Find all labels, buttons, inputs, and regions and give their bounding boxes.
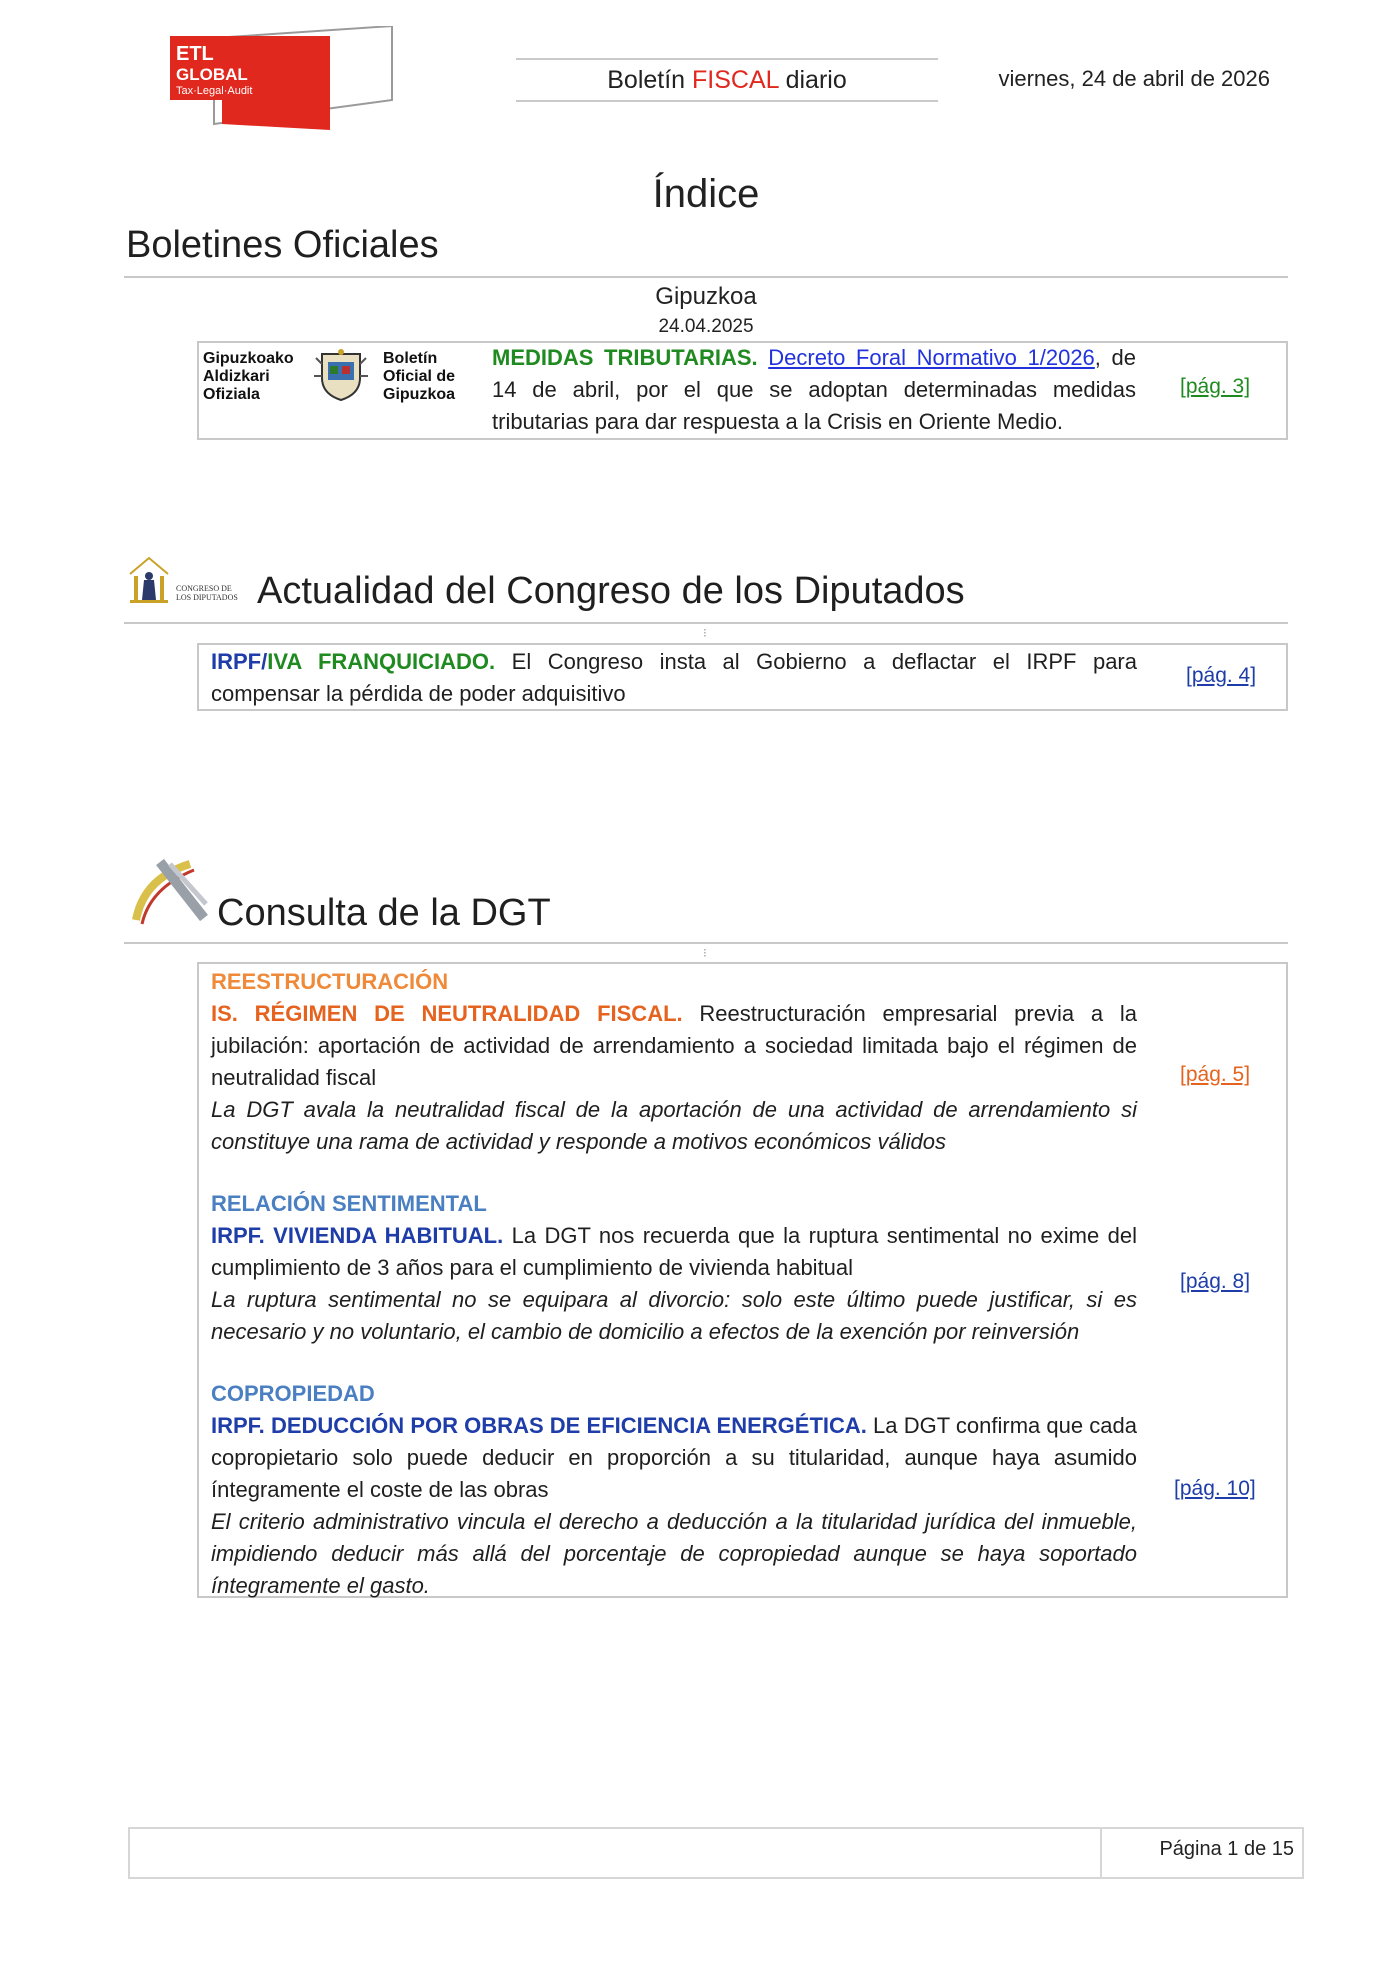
index-title: Índice bbox=[652, 172, 760, 216]
dgt-entry-headline: IS. RÉGIMEN DE NEUTRALIDAD FISCAL. bbox=[211, 1001, 683, 1026]
dgt-entry-headline: IRPF. DEDUCCIÓN POR OBRAS DE EFICIENCIA ENERGÉTICA. bbox=[211, 1413, 867, 1438]
dgt-entry-1: REESTRUCTURACIÓN IS. RÉGIMEN DE NEUTRALIDAD FISCAL. Reestructuración empresarial previa a la jubilación: aportación de actividad de arrendamiento a sociedad limitada bajo el régimen de neutralidad fiscal La DGT avala la neutralidad fiscal de la aportación de una actividad de arrendamiento si constituye una rama de actividad y responde a motivos económicos válidos bbox=[211, 966, 1137, 1158]
footer-page-number: Página 1 de 15 bbox=[1159, 1838, 1294, 1860]
dgt-entry-headline: IRPF. VIVIENDA HABITUAL. bbox=[211, 1223, 504, 1248]
anchor-mark-icon: ⁝ bbox=[703, 626, 707, 640]
section-divider bbox=[124, 622, 1288, 624]
etl-global-logo bbox=[170, 26, 395, 130]
anchor-mark-icon: ⁝ bbox=[703, 946, 707, 960]
dgt-entry-summary: El criterio administrativo vincula el derecho a deducción a la titularidad jurídica del inmueble, impidiendo deducir más allá del porcentaje de copropiedad aunque se haya soportado íntegramente el gasto. bbox=[211, 1509, 1137, 1598]
region-date: 24.04.2025 bbox=[658, 316, 754, 337]
page-link-5[interactable]: [pág. 5] bbox=[1180, 1063, 1251, 1086]
section-divider bbox=[124, 942, 1288, 944]
dgt-entry-category: REESTRUCTURACIÓN bbox=[211, 969, 449, 994]
logo-line3: Tax·Legal·Audit bbox=[176, 85, 253, 97]
section-title-dgt: Consulta de la DGT bbox=[217, 892, 551, 934]
section-title-congreso: Actualidad del Congreso de los Diputados bbox=[257, 570, 965, 612]
footer-divider bbox=[1100, 1827, 1102, 1879]
dgt-entry-2: RELACIÓN SENTIMENTAL IRPF. VIVIENDA HABITUAL. La DGT nos recuerda que la ruptura sentimental no exime del cumplimiento de 3 años para el cumplimiento de vivienda habitual La ruptura sentimental no se equipara al divorcio: solo este último puede justificar, si es necesario y no voluntario, el cambio de domicilio a efectos de la exención por reinversión bbox=[211, 1188, 1137, 1348]
dgt-entry-3: COPROPIEDAD IRPF. DEDUCCIÓN POR OBRAS DE EFICIENCIA ENERGÉTICA. La DGT confirma que cada copropietario solo puede deducir en proporción a su titularidad, aunque haya asumido íntegramente el coste de las obras El criterio administrativo vincula el derecho a deducción a la titularidad jurídica del inmueble, impidiendo deducir más allá del porcentaje de copropiedad aunque se haya soportado íntegramente el gasto. bbox=[211, 1378, 1137, 1602]
logo-line2: GLOBAL bbox=[176, 65, 248, 84]
entry-category: MEDIDAS TRIBUTARIAS. bbox=[492, 345, 758, 370]
aeat-logo-icon bbox=[130, 858, 208, 928]
decreto-link[interactable]: Decreto Foral Normativo 1/2026 bbox=[768, 345, 1095, 370]
dgt-entry-summary: La ruptura sentimental no se equipara al divorcio: solo este último puede justificar, si es necesario y no voluntario, el cambio de domicilio a efectos de la exención por reinversión bbox=[211, 1287, 1137, 1344]
header-date: viernes, 24 de abril de 2026 bbox=[998, 66, 1270, 91]
congreso-building-icon bbox=[126, 556, 172, 606]
congreso-entry-text: IRPF/IVA FRANQUICIADO. El Congreso insta al Gobierno a deflactar el IRPF para compensar la pérdida de poder adquisitivo bbox=[211, 649, 1137, 706]
gipuzkoa-coat-of-arms-icon bbox=[312, 348, 370, 402]
section-divider bbox=[124, 276, 1288, 278]
congreso-logo-text-1: CONGRESO DE bbox=[176, 584, 232, 593]
page-link-3[interactable]: [pág. 3] bbox=[1180, 375, 1251, 398]
page-link-4[interactable]: [pág. 4] bbox=[1186, 664, 1257, 687]
logo-line1: ETL bbox=[176, 43, 214, 65]
dgt-entry-summary: La DGT avala la neutralidad fiscal de la aportación de una actividad de arrendamiento si constituye una rama de actividad y responde a motivos económicos válidos bbox=[211, 1097, 1137, 1154]
dgt-entry-category: COPROPIEDAD bbox=[211, 1381, 375, 1406]
boletin-entry-text: MEDIDAS TRIBUTARIAS. Decreto Foral Normativo 1/2026, de 14 de abril, por el que se adoptan determinadas medidas tributarias para dar respuesta a la Crisis en Oriente Medio. bbox=[492, 345, 1136, 434]
logo-spanish-text: Boletín Oficial de Gipuzkoa bbox=[383, 350, 456, 403]
page-link-8[interactable]: [pág. 8] bbox=[1180, 1270, 1251, 1293]
region-title: Gipuzkoa bbox=[655, 283, 757, 310]
congreso-logo-text-2: LOS DIPUTADOS bbox=[176, 593, 238, 602]
section-title-boletines: Boletines Oficiales bbox=[126, 224, 439, 266]
dgt-entry-category: RELACIÓN SENTIMENTAL bbox=[211, 1191, 487, 1216]
logo-basque-text: Gipuzkoako Aldizkari Ofiziala bbox=[203, 350, 294, 403]
page-link-10[interactable]: [pág. 10] bbox=[1174, 1477, 1256, 1500]
bulletin-title: Boletín FISCAL diario bbox=[516, 58, 938, 102]
